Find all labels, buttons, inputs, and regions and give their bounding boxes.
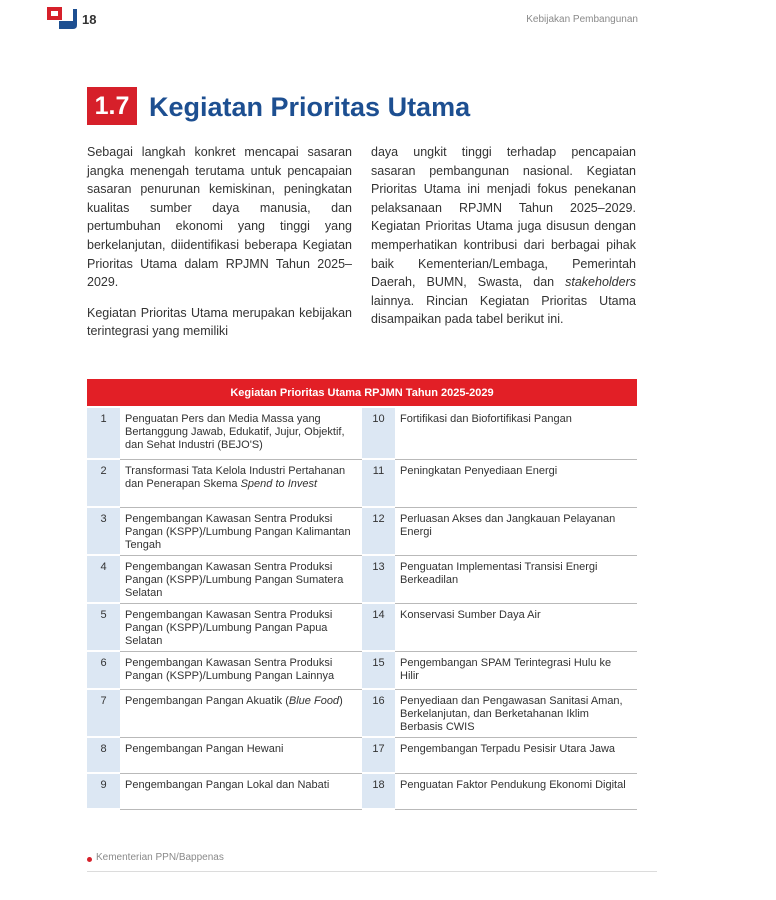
row-activity-text: Fortifikasi dan Biofortifikasi Pangan (395, 408, 637, 460)
row-activity-text: Penguatan Faktor Pendukung Ekonomi Digital (395, 774, 637, 810)
row-activity-text: Pengembangan SPAM Terintegrasi Hulu ke Hilir (395, 652, 637, 690)
row-number: 5 (87, 604, 120, 652)
table-row (87, 652, 362, 690)
table-row (87, 556, 362, 604)
table-row (87, 738, 362, 774)
row-activity-text: Pengembangan Kawasan Sentra Produksi Pangan (KSPP)/Lumbung Pangan Kalimantan Tengah (120, 508, 362, 556)
row-activity-text: Peningkatan Penyediaan Energi (395, 460, 637, 508)
footer-divider (87, 871, 657, 872)
row-number: 2 (87, 460, 120, 508)
table-row (87, 690, 362, 738)
section-title: Kegiatan Prioritas Utama (149, 92, 471, 122)
body-paragraph: Sebagai langkah konkret mencapai sasaran jangka menengah terutama untuk pencapaian sasaran penurunan kemiskinan, peningkatan kualitas sumber daya manusia, dan pertumbuhan ekonomi yang tinggi yang berkelanjutan, diidentifikasi beberapa Kegiatan Prioritas Utama dalam RPJMN Tahun 2025–2029. (87, 145, 352, 290)
table-title: Kegiatan Prioritas Utama RPJMN Tahun 2025-2029 (87, 379, 637, 406)
body-column-right (371, 143, 636, 341)
row-number: 4 (87, 556, 120, 604)
row-activity-text: Pengembangan Kawasan Sentra Produksi Pangan (KSPP)/Lumbung Pangan Papua Selatan (120, 604, 362, 652)
row-number: 7 (87, 690, 120, 738)
table-row (87, 408, 362, 460)
row-activity-text: Perluasan Akses dan Jangkauan Pelayanan Energi (395, 508, 637, 556)
body-paragraph: daya ungkit tinggi terhadap pencapaian sasaran pembangunan nasional. Kegiatan Prioritas Utama ini menjadi fokus penekanan pelaksanaan RPJMN Tahun 2025–2029. Kegiatan Prioritas Utama juga disusun dengan memperhatikan kontribusi dari berbagai pihak baik Kementerian/Lembaga, Pemerintah Daerah, BUMN, Swasta, dan stakeholders lainnya. Rincian Kegiatan Prioritas Utama disampaikan pada tabel berikut ini. (371, 145, 636, 327)
table-row (362, 690, 637, 738)
table-row (362, 408, 637, 460)
row-number: 6 (87, 652, 120, 690)
table-row (362, 460, 637, 508)
table-row (362, 774, 637, 810)
body-column-left (87, 143, 352, 353)
row-number: 18 (362, 774, 395, 810)
table-row (362, 508, 637, 556)
row-number: 15 (362, 652, 395, 690)
table-row (87, 508, 362, 556)
row-number: 8 (87, 738, 120, 774)
bappenas-logo-icon (47, 7, 77, 31)
row-activity-text: Penguatan Implementasi Transisi Energi Berkeadilan (395, 556, 637, 604)
row-number: 12 (362, 508, 395, 556)
footer-bullet-icon (87, 857, 92, 862)
table-row (362, 738, 637, 774)
row-activity-text: Konservasi Sumber Daya Air (395, 604, 637, 652)
row-number: 3 (87, 508, 120, 556)
row-number: 1 (87, 408, 120, 460)
footer-text: Kementerian PPN/Bappenas (96, 852, 224, 863)
row-number: 17 (362, 738, 395, 774)
row-number: 10 (362, 408, 395, 460)
table-column-right (362, 408, 637, 810)
table-row (87, 774, 362, 810)
table-row (362, 604, 637, 652)
row-number: 13 (362, 556, 395, 604)
table-row (362, 652, 637, 690)
row-activity-text: Pengembangan Pangan Hewani (120, 738, 362, 774)
table-row (87, 460, 362, 508)
row-number: 14 (362, 604, 395, 652)
priority-activities-table (87, 379, 637, 810)
row-activity-text: Transformasi Tata Kelola Industri Pertahanan dan Penerapan Skema Spend to Invest (120, 460, 362, 508)
row-activity-text: Pengembangan Terpadu Pesisir Utara Jawa (395, 738, 637, 774)
row-activity-text: Pengembangan Pangan Lokal dan Nabati (120, 774, 362, 810)
table-row (362, 556, 637, 604)
row-activity-text: Pengembangan Pangan Akuatik (Blue Food) (120, 690, 362, 738)
row-number: 9 (87, 774, 120, 810)
page-number: 18 (82, 12, 97, 27)
row-activity-text: Penyediaan dan Pengawasan Sanitasi Aman, Berkelanjutan, dan Berketahanan Iklim Berbasis CWIS (395, 690, 637, 738)
table-row (87, 604, 362, 652)
row-number: 11 (362, 460, 395, 508)
table-column-left (87, 408, 362, 810)
body-paragraph: Kegiatan Prioritas Utama merupakan kebijakan terintegrasi yang memiliki (87, 305, 352, 339)
row-activity-text: Pengembangan Kawasan Sentra Produksi Pangan (KSPP)/Lumbung Pangan Sumatera Selatan (120, 556, 362, 604)
row-number: 16 (362, 690, 395, 738)
running-head: Kebijakan Pembangunan (526, 14, 638, 25)
section-number-badge: 1.7 (87, 87, 137, 125)
row-activity-text: Pengembangan Kawasan Sentra Produksi Pangan (KSPP)/Lumbung Pangan Lainnya (120, 652, 362, 690)
row-activity-text: Penguatan Pers dan Media Massa yang Bertanggung Jawab, Edukatif, Jujur, Objektif, dan Sehat Industri (BEJO'S) (120, 408, 362, 460)
